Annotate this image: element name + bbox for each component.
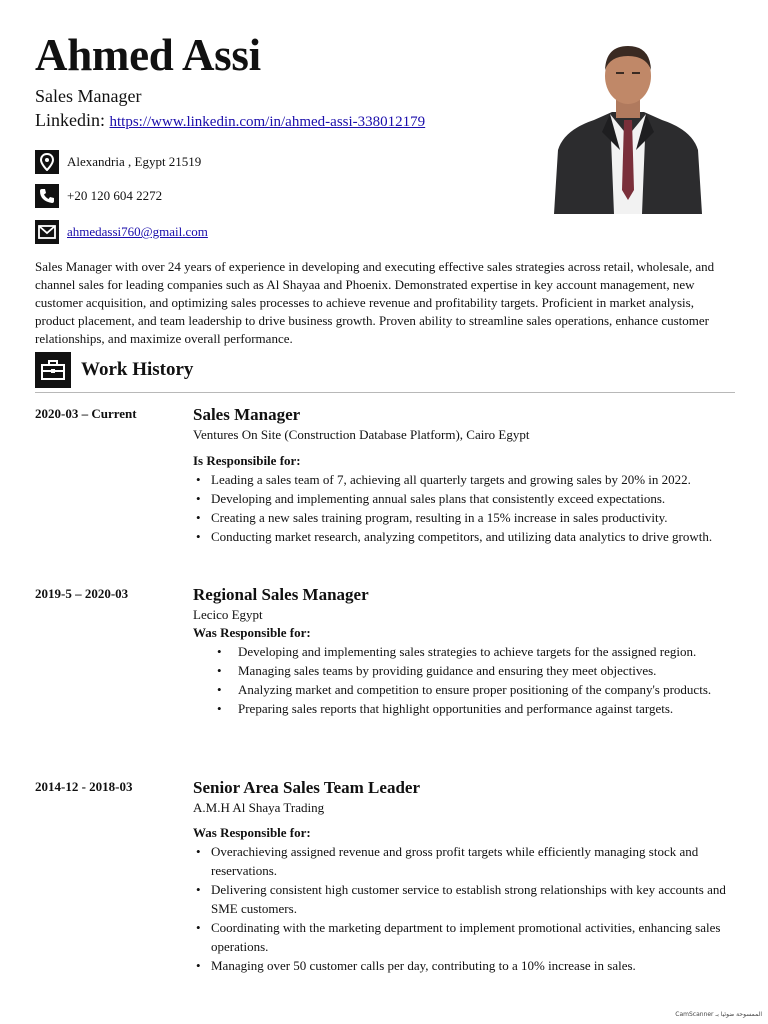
list-item: • Developing and implementing sales strategies to achieve targets for the assigned region. <box>193 642 733 661</box>
list-item: • Conducting market research, analyzing competitors, and utilizing data analytics to drive growth. <box>193 527 733 546</box>
responsibilities-label: Was Responsible for: <box>193 825 311 840</box>
list-item: • Overachieving assigned revenue and gross profit targets while efficiently managing stock and reservations. <box>193 842 733 880</box>
envelope-icon <box>35 220 59 244</box>
list-item: • Creating a new sales training program, resulting in a 15% increase in sales productivity. <box>193 508 733 527</box>
list-item: • Developing and implementing annual sales plans that consistently exceed expectations. <box>193 489 733 508</box>
contact-email <box>35 220 208 244</box>
responsibilities-list <box>193 842 733 975</box>
job-title: Senior Area Sales Team Leader <box>193 778 420 797</box>
list-item: • Delivering consistent high customer service to establish strong relationships with key accounts and SME customers. <box>193 880 733 918</box>
phone-icon <box>35 184 59 208</box>
job-company: Lecico Egypt <box>193 607 263 622</box>
contact-phone <box>35 184 162 208</box>
responsibilities-label: Was Responsible for: <box>193 625 311 640</box>
job-title: Sales Manager <box>193 405 301 424</box>
list-item: • Managing sales teams by providing guidance and ensuring they meet objectives. <box>193 661 733 680</box>
job-company: Ventures On Site (Construction Database Platform), Cairo Egypt <box>193 427 530 442</box>
phone-text: +20 120 604 2272 <box>67 188 163 203</box>
section-title: Work History <box>81 359 194 380</box>
location-pin-icon <box>35 150 59 174</box>
responsibilities-label: Is Responsibile for: <box>193 453 301 468</box>
briefcase-icon <box>35 352 71 388</box>
contact-location <box>35 150 201 174</box>
candidate-title: Sales Manager <box>35 86 142 106</box>
job-dates: 2014-12 - 2018-03 <box>35 779 133 794</box>
section-divider <box>35 392 735 393</box>
email-link[interactable]: ahmedassi760@gmail.com <box>67 224 208 239</box>
job-dates: 2019-5 – 2020-03 <box>35 586 129 601</box>
list-item: • Managing over 50 customer calls per day, contributing to a 10% increase in sales. <box>193 956 733 975</box>
profile-photo <box>554 40 702 214</box>
job-dates: 2020-03 – Current <box>35 406 137 421</box>
location-text: Alexandria , Egypt 21519 <box>67 154 202 169</box>
responsibilities-list <box>193 470 733 546</box>
linkedin-row <box>35 110 425 131</box>
list-item: • Coordinating with the marketing department to implement promotional activities, enhancing sales operations. <box>193 918 733 956</box>
linkedin-label: Linkedin: <box>35 110 105 130</box>
responsibilities-list <box>193 642 733 718</box>
list-item: • Analyzing market and competition to ensure proper positioning of the company's products. <box>193 680 733 699</box>
scanner-watermark: CamScanner الممسوحة ضوئيا بـ <box>675 1011 762 1018</box>
job-title: Regional Sales Manager <box>193 585 369 604</box>
candidate-name: Ahmed Assi <box>35 30 261 80</box>
job-company: A.M.H Al Shaya Trading <box>193 800 325 815</box>
list-item: • Leading a sales team of 7, achieving all quarterly targets and growing sales by 20% in 2022. <box>193 470 733 489</box>
work-history-heading <box>35 352 193 388</box>
list-item: • Preparing sales reports that highlight opportunities and performance against targets. <box>193 699 733 718</box>
linkedin-link[interactable]: https://www.linkedin.com/in/ahmed-assi-338012179 <box>109 114 426 130</box>
professional-summary: Sales Manager with over 24 years of experience in developing and executing effective sales strategies across retail, wholesale, and channel sales for leading companies such as Al Shayaa and Phoenix. Demonstrated expertise in key account management, new customer acquisition, and optimizing sales processes to achieve revenue and profitability targets. Proficient in market analysis, product placement, and team leadership to drive business growth. Proven ability to streamline sales operations, enhance customer relationships, and maximize overall performance. <box>35 259 715 346</box>
